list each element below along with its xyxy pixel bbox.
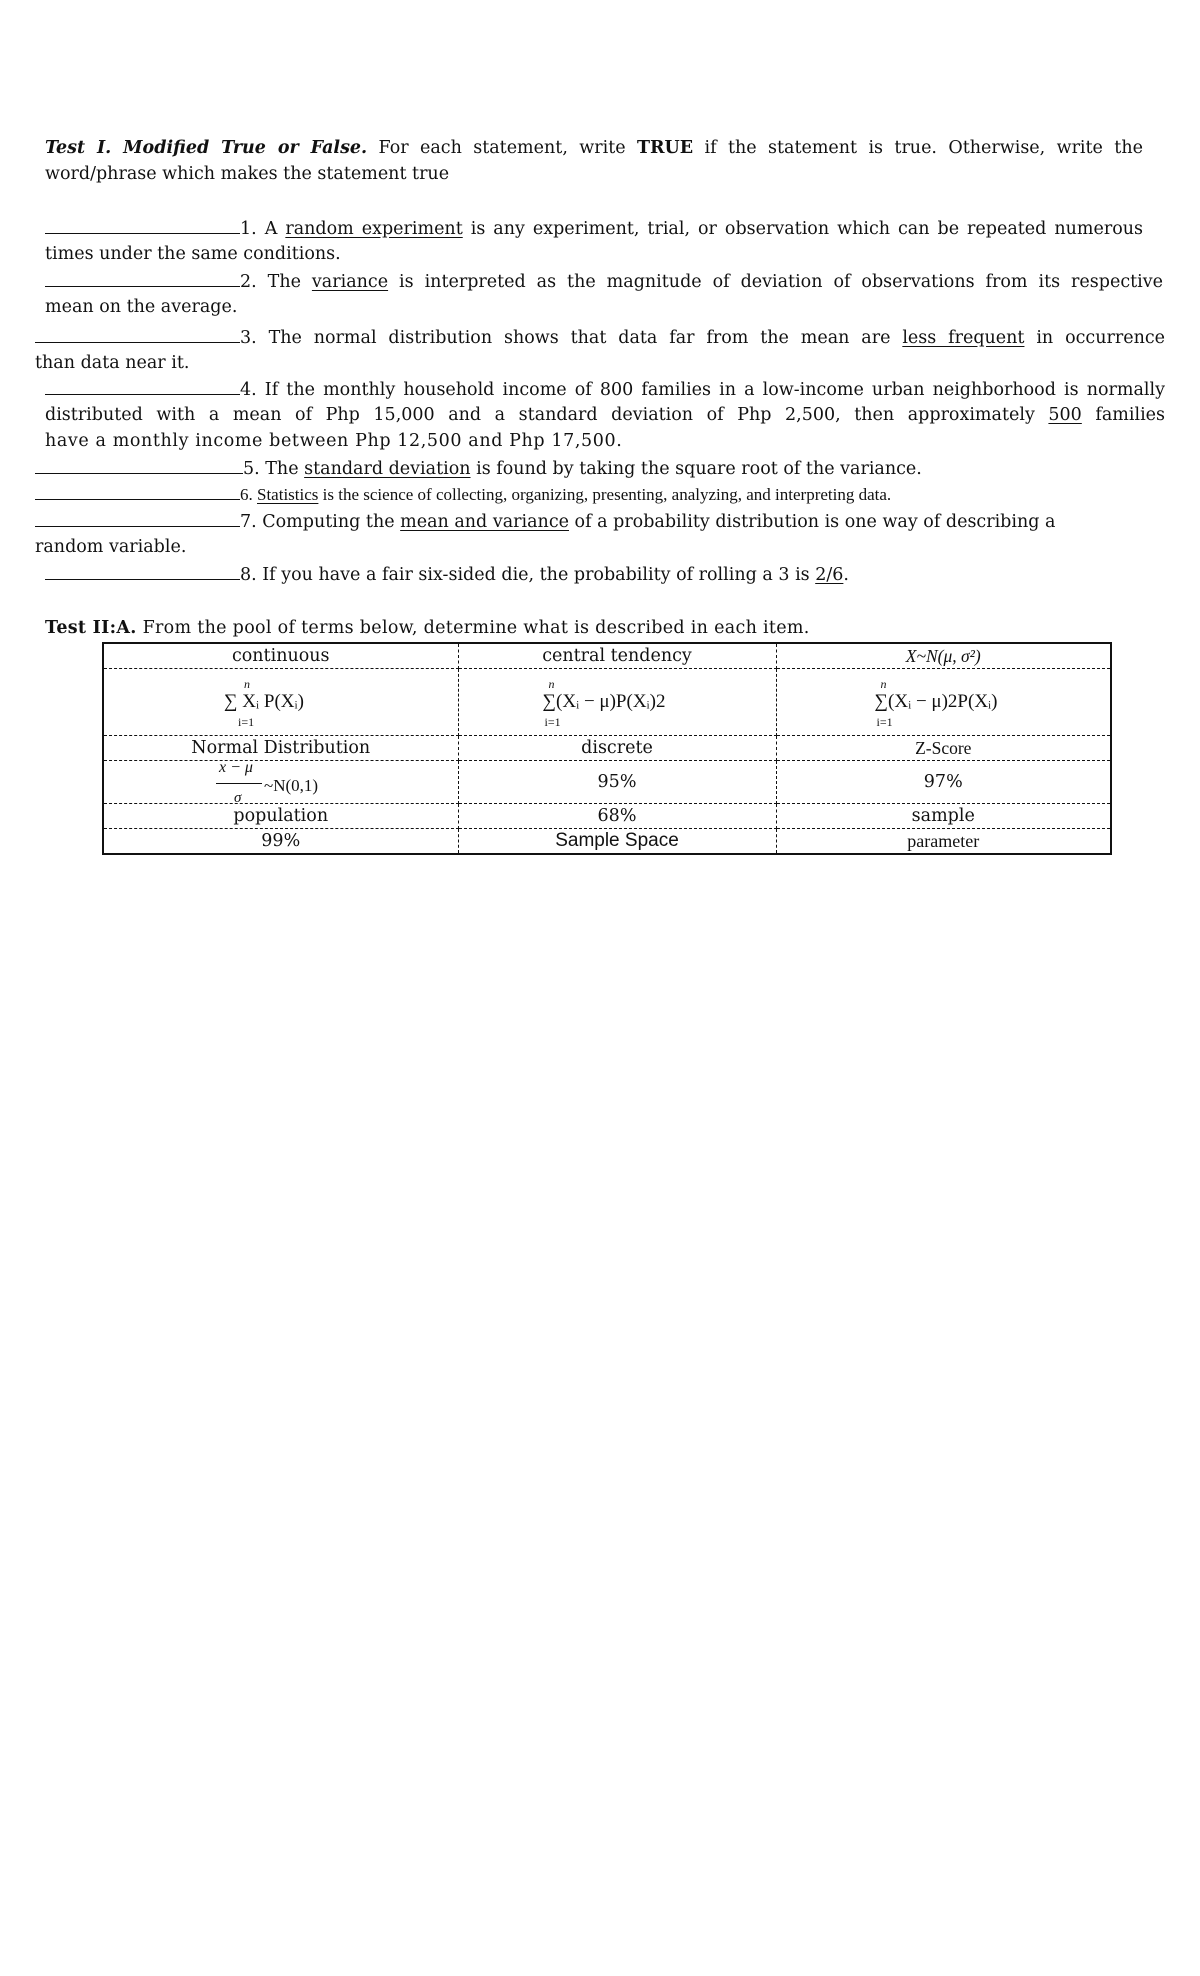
table-cell: sample (776, 804, 1111, 829)
item-4-line2: distributed with a mean of Php 15,000 and a standard deviation of Php 2,500, then approximately 500 families (45, 405, 1166, 425)
table-cell: discrete (458, 736, 776, 761)
table-cell: n ∑(Xᵢ − μ)2P(Xᵢ) i=1 (776, 669, 1111, 736)
answer-blank-1[interactable] (45, 215, 240, 234)
test1-instruction-line2: word/phrase which makes the statement true (45, 164, 450, 184)
answer-blank-4[interactable] (45, 376, 240, 395)
item-7-cont: random variable. (35, 537, 187, 557)
table-cell: population (103, 804, 458, 829)
table-row (103, 761, 1111, 804)
table-cell: central tendency (458, 643, 776, 669)
item-4: 4. If the monthly household income of 800 families in a low-income urban neighborhood is normally (45, 376, 1165, 403)
table-cell: 99% (103, 829, 458, 855)
item-4-line3: have a monthly income between Php 12,500 and Php 17,500. (45, 431, 623, 451)
table-row (103, 804, 1111, 829)
table-row (103, 829, 1111, 855)
table-cell: 68% (458, 804, 776, 829)
item-3: 3. The normal distribution shows that data far from the mean are less frequent in occurrence (35, 324, 1165, 351)
table-row (103, 736, 1111, 761)
test2-title: Test II:A. (45, 618, 137, 638)
terms-table (102, 642, 1112, 855)
item-5: 5. The standard deviation is found by taking the square root of the variance. (35, 455, 922, 482)
item-6: 6. Statistics is the science of collecting, organizing, presenting, analyzing, and interpreting data. (35, 481, 891, 508)
table-cell: Normal Distribution (103, 736, 458, 761)
table-cell: 97% (776, 761, 1111, 804)
test1-title: Test I. Modified True or False. (45, 138, 368, 158)
table-cell: X~N(μ, σ²) (776, 643, 1111, 669)
table-cell: parameter (907, 831, 980, 851)
item-7: 7. Computing the mean and variance of a probability distribution is one way of describing a (35, 508, 1055, 535)
answer-blank-2[interactable] (45, 268, 240, 287)
answer-blank-6[interactable] (35, 481, 240, 500)
item-3-cont: than data near it. (35, 353, 190, 373)
table-cell: n ∑ Xᵢ P(Xᵢ) i=1 (103, 669, 458, 736)
table-cell: Z-Score (776, 736, 1111, 761)
table-cell: 95% (458, 761, 776, 804)
item-1-cont: times under the same conditions. (45, 244, 341, 264)
item-8: 8. If you have a fair six-sided die, the probability of rolling a 3 is 2/6. (45, 561, 849, 588)
test2-instruction: Test II:A. From the pool of terms below, determine what is described in each item. (45, 618, 810, 638)
item-2: 2. The variance is interpreted as the magnitude of deviation of observations from its respective (45, 268, 1163, 295)
answer-blank-8[interactable] (45, 561, 240, 580)
answer-blank-3[interactable] (35, 324, 240, 343)
table-cell: Sample Space (458, 829, 776, 855)
table-cell: x − μ σ ~N(0,1) (103, 761, 458, 804)
answer-blank-5[interactable] (35, 455, 243, 474)
test1-instruction: Test I. Modified True or False. For each statement, write TRUE if the statement is true. Otherwise, write the (45, 138, 1143, 158)
answer-blank-7[interactable] (35, 508, 240, 527)
table-cell: n ∑(Xᵢ − μ)P(Xᵢ)2 i=1 (458, 669, 776, 736)
item-2-cont: mean on the average. (45, 297, 238, 317)
table-row (103, 643, 1111, 669)
table-cell: continuous (103, 643, 458, 669)
item-1: 1. A random experiment is any experiment, trial, or observation which can be repeated numerous (45, 215, 1143, 242)
table-row (103, 669, 1111, 736)
